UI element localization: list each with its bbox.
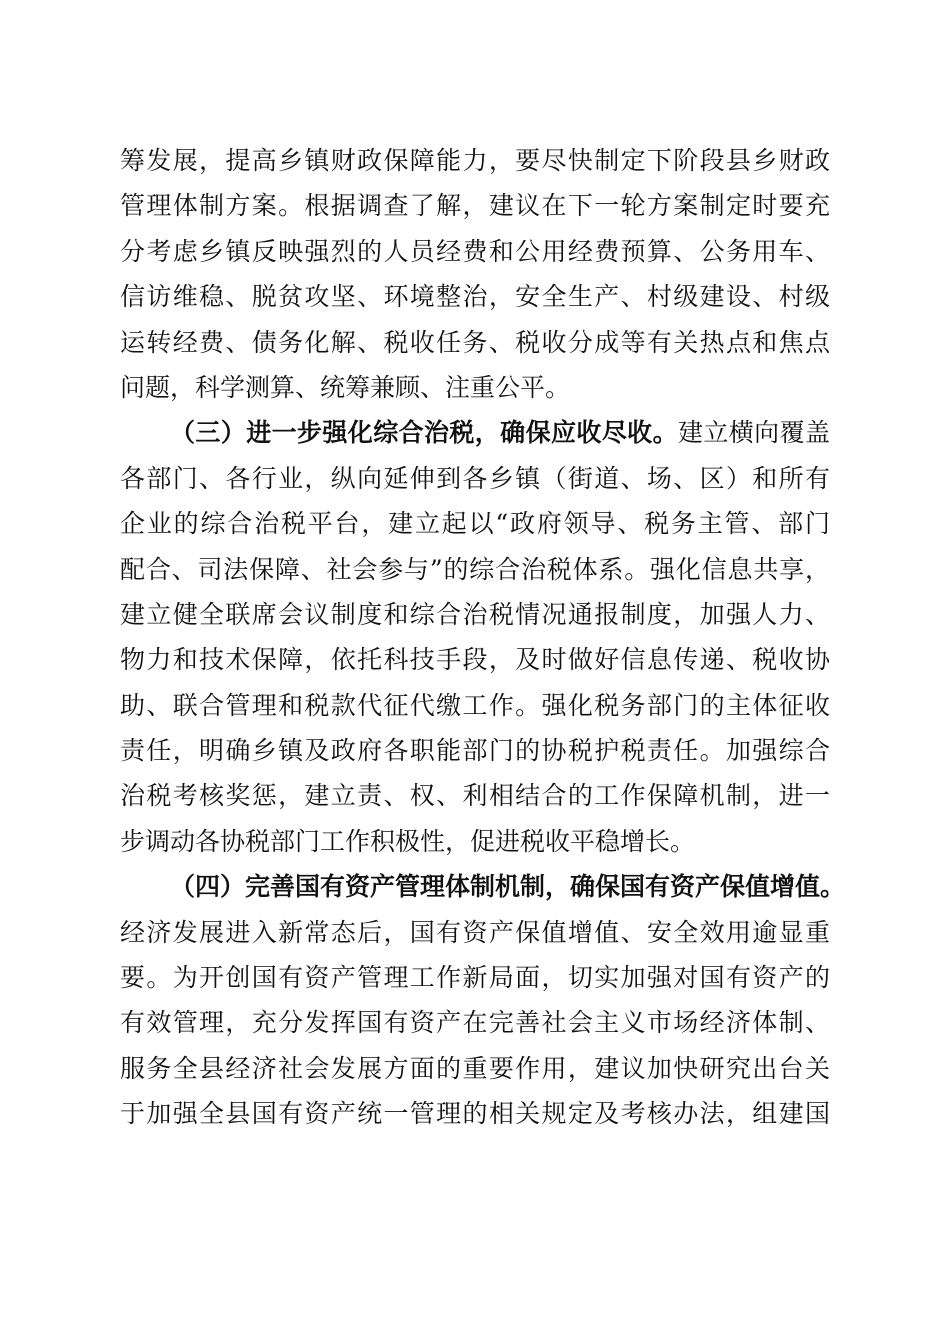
section-3-first-line [120, 410, 830, 455]
section-4-line: 服务全县经济社会发展方面的重要作用，建议加快研究出台关 [120, 1053, 830, 1083]
paragraph-line: 管理体制方案。根据调查了解，建议在下一轮方案制定时要充 [120, 191, 830, 221]
paragraph-line: 运转经费、债务化解、税收任务、税收分成等有关热点和焦点 [120, 327, 830, 357]
section-4-line: 经济发展进入新常态后，国有资产保值增值、安全效用逾显重 [120, 917, 830, 947]
section-4-line: 要。为开创国有资产管理工作新局面，切实加强对国有资产的 [120, 963, 830, 993]
section-3-first-line-text: 建立横向覆盖 [677, 418, 830, 448]
section-3-line: 各部门、各行业，纵向延伸到各乡镇（街道、场、区）和所有 [120, 463, 830, 493]
section-3-line: 治税考核奖惩，建立责、权、利相结合的工作保障机制，进一 [120, 781, 830, 811]
section-3-line: 企业的综合治税平台，建立起以“政府领导、税务主管、部门 [120, 509, 830, 539]
section-4-line: 有效管理，充分发挥国有资产在完善社会主义市场经济体制、 [120, 1008, 830, 1038]
document-body [120, 138, 846, 1137]
section-3-heading: （三）进一步强化综合治税，确保应收尽收。 [170, 418, 678, 448]
paragraph-line: 筹发展，提高乡镇财政保障能力，要尽快制定下阶段县乡财政 [120, 146, 830, 175]
paragraph-line: 分考虑乡镇反映强烈的人员经费和公用经费预算、公务用车、 [120, 236, 830, 266]
paragraph-line: 信访维稳、脱贫攻坚、环境整治，安全生产、村级建设、村级 [120, 282, 830, 312]
section-3-line: 责任，明确乡镇及政府各职能部门的协税护税责任。加强综合 [120, 736, 830, 766]
section-3-line: 配合、司法保障、社会参与”的综合治税体系。强化信息共享， [120, 554, 830, 584]
section-3-line: 物力和技术保障，依托科技手段，及时做好信息传递、税收协 [120, 645, 830, 675]
section-4-line: 于加强全县国有资产统一管理的相关规定及考核办法，组建国 [120, 1099, 830, 1129]
paragraph-line: 问题，科学测算、统筹兼顾、注重公平。 [120, 372, 571, 402]
section-3-line: 步调动各协税部门工作积极性，促进税收平稳增长。 [120, 826, 696, 856]
section-3-line: 建立健全联席会议制度和综合治税情况通报制度，加强人力、 [120, 599, 830, 629]
section-3-line: 助、联合管理和税款代征代缴工作。强化税务部门的主体征收 [120, 690, 830, 720]
section-4-heading: （四）完善国有资产管理体制机制，确保国有资产保值增值。 [170, 872, 846, 902]
